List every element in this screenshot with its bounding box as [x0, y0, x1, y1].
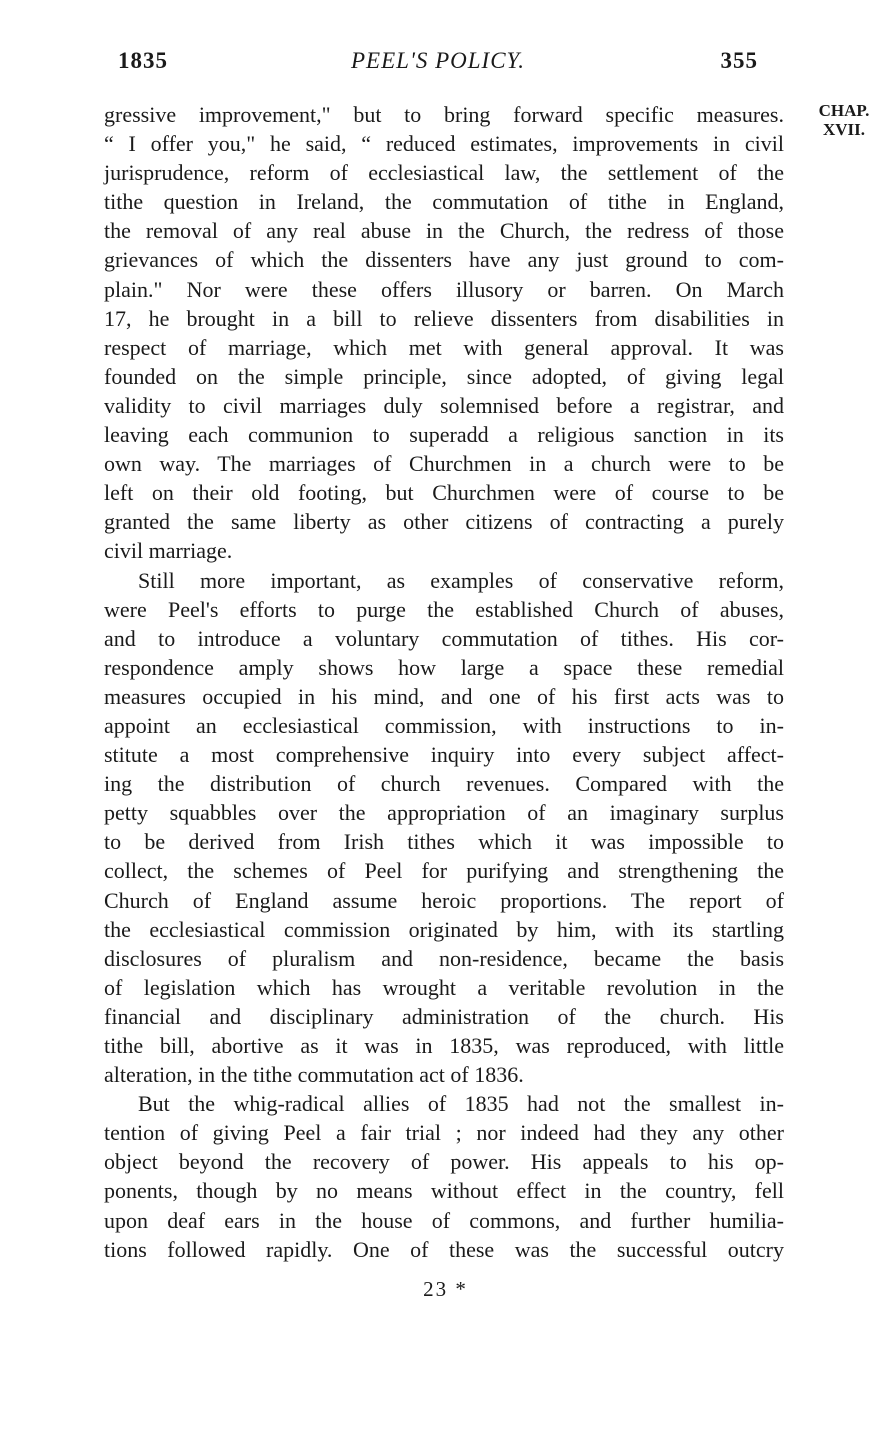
text-line: own way. The marriages of Churchmen in a church were to be — [104, 451, 784, 477]
text-line: measures occupied in his mind, and one of his first acts was to — [104, 683, 784, 709]
text-line: financial and disciplinary administration of the church. His — [104, 1003, 784, 1029]
text-line: But the whig-radical allies of 1835 had not the smallest in- — [138, 1091, 784, 1117]
text-line: tithe bill, abortive as it was in 1835, was reproduced, with little — [104, 1033, 784, 1058]
text-line: jurisprudence, reform of ecclesiastical law, the settlement of the — [104, 160, 784, 186]
text-line: upon deaf ears in the house of commons, and further humilia- — [104, 1207, 784, 1233]
text-line: collect, the schemes of Peel for purifying and strengthening the — [104, 858, 784, 884]
text-line: “ I offer you," he said, “ reduced estimates, improvements in civil — [104, 131, 784, 157]
text-line: plain." Nor were these offers illusory or barren. On March — [104, 276, 784, 302]
text-line: the removal of any real abuse in the Church, the redress of those — [104, 218, 784, 244]
running-head-year: 1835 — [118, 48, 168, 73]
text-line: to be derived from Irish tithes which it was impossible to — [104, 829, 784, 855]
text-line: left on their old footing, but Churchmen were of course to be — [104, 480, 784, 506]
text-line: 17, he brought in a bill to relieve dissenters from disabilities in — [104, 305, 784, 331]
text-line: Church of England assume heroic proportions. The report of — [104, 887, 784, 913]
text-line: gressive improvement," but to bring forward specific measures. — [104, 102, 784, 127]
page-number: 355 — [720, 48, 758, 73]
text-line: object beyond the recovery of power. His appeals to his op- — [104, 1149, 784, 1175]
text-line: appoint an ecclesiastical commission, with instructions to in- — [104, 712, 784, 738]
margin-note-chap: CHAP. — [818, 101, 870, 120]
margin-note-number: XVII. — [822, 120, 866, 139]
text-line: Still more important, as examples of conservative reform, — [138, 567, 784, 593]
text-line: granted the same liberty as other citizens of contracting a purely — [104, 509, 784, 535]
text-line: validity to civil marriages duly solemnised before a registrar, and — [104, 392, 784, 418]
text-line: petty squabbles over the appropriation of an imaginary surplus — [104, 800, 784, 826]
text-line: were Peel's efforts to purge the established Church of abuses, — [104, 596, 784, 622]
chapter-margin-note — [804, 101, 884, 139]
text-line: leaving each communion to superadd a religious sanction in its — [104, 422, 784, 448]
body-text — [104, 100, 784, 1264]
text-line: of legislation which has wrought a veritable revolution in the — [104, 974, 784, 1000]
text-line: respect of marriage, which met with general approval. It was — [104, 334, 784, 360]
text-line: tention of giving Peel a fair trial ; nor indeed had they any other — [104, 1120, 784, 1146]
text-line: ponents, though by no means without effect in the country, fell — [104, 1178, 784, 1204]
text-line: the ecclesiastical commission originated by him, with its startling — [104, 916, 784, 942]
text-line: ing the distribution of church revenues. Compared with the — [104, 771, 784, 797]
text-line: stitute a most comprehensive inquiry into every subject affect- — [104, 742, 784, 768]
text-line: grievances of which the dissenters have any just ground to com- — [104, 247, 784, 273]
text-line: respondence amply shows how large a space these remedial — [104, 654, 784, 680]
signature-mark: 23 * — [423, 1277, 468, 1301]
text-line: civil marriage. — [104, 538, 233, 564]
running-head — [118, 48, 758, 84]
text-line: alteration, in the tithe commutation act of 1836. — [104, 1062, 524, 1088]
text-line: disclosures of pluralism and non-residence, became the basis — [104, 945, 784, 971]
text-line: and to introduce a voluntary commutation of tithes. His cor- — [104, 625, 784, 651]
running-head-title: PEEL'S POLICY. — [351, 48, 525, 73]
text-line: founded on the simple principle, since adopted, of giving legal — [104, 363, 784, 389]
text-line: tions followed rapidly. One of these was the successful outcry — [104, 1236, 784, 1262]
text-line: tithe question in Ireland, the commutation of tithe in England, — [104, 189, 784, 215]
